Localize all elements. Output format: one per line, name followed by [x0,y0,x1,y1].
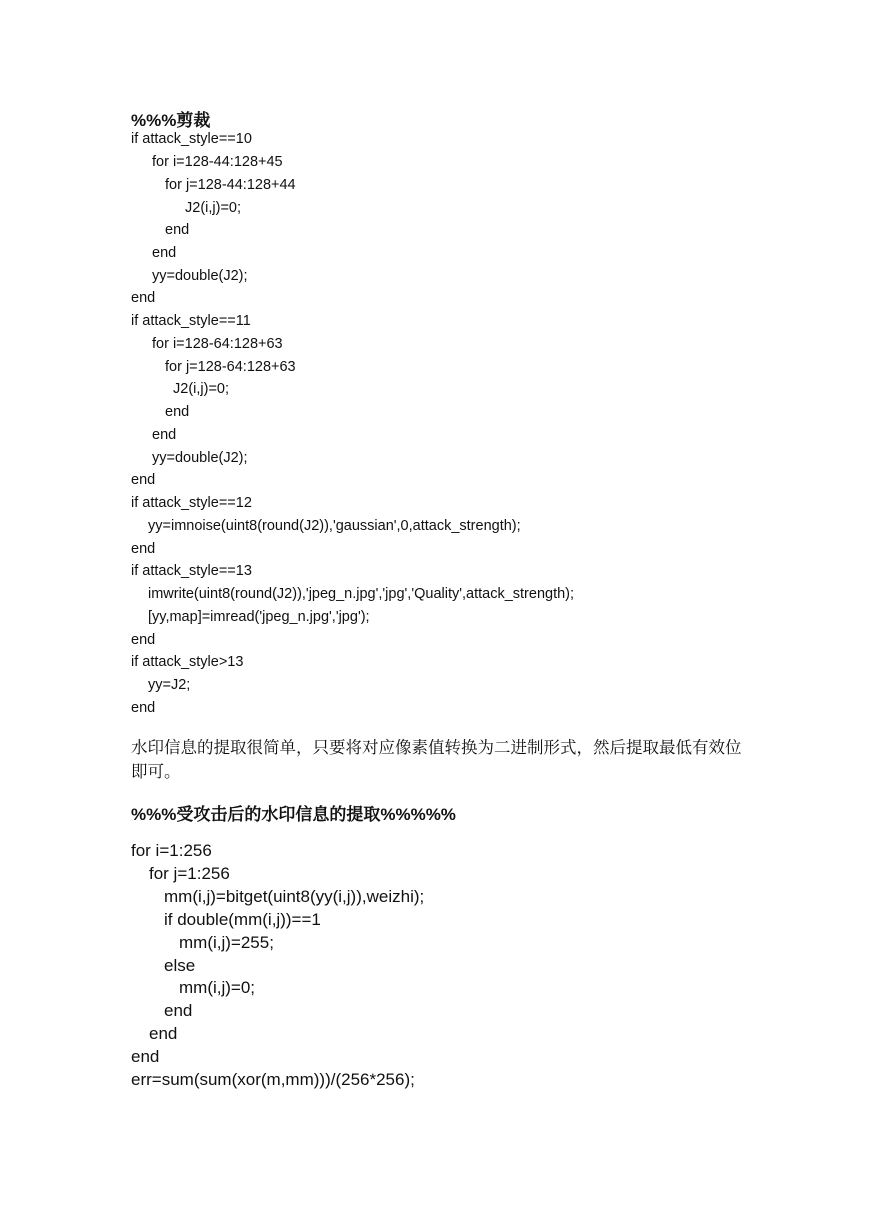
code-line: for j=128-44:128+44 [165,177,296,193]
code-line: if attack_style==12 [131,495,252,511]
code-line: end [131,632,156,648]
code-line: if attack_style>13 [131,654,244,670]
code-line: if double(mm(i,j))==1 [164,910,321,929]
code-line: if attack_style==10 [131,131,252,147]
code-line: end [131,290,156,306]
code-line: J2(i,j)=0; [173,381,230,397]
code-line: for i=128-64:128+63 [152,336,283,352]
code-line: end [131,472,156,488]
code-line: yy=double(J2); [152,450,248,466]
code-line: yy=imnoise(uint8(round(J2)),'gaussian',0,attack_strength); [148,518,521,534]
code-line: if attack_style==11 [131,313,251,329]
code-line: end [149,1024,178,1043]
code-line: for i=128-44:128+45 [152,154,283,170]
code-line: if attack_style==13 [131,563,252,579]
code-line: mm(i,j)=0; [179,978,256,997]
code-line: imwrite(uint8(round(J2)),'jpeg_n.jpg','jpg','Quality',attack_strength); [148,586,575,602]
code-line: end [152,427,177,443]
code-line: err=sum(sum(xor(m,mm)))/(256*256); [131,1070,415,1089]
code-line: else [164,956,196,975]
code-line: J2(i,j)=0; [185,200,242,216]
code-line: end [131,700,156,716]
code-line: end [165,222,190,238]
code-line: for j=1:256 [149,864,230,883]
code-line: end [131,1047,160,1066]
code-line: end [164,1001,193,1020]
code-line: [yy,map]=imread('jpeg_n.jpg','jpg'); [148,609,370,625]
code-line: end [165,404,190,420]
code-line: end [131,541,156,557]
body-paragraph: 水印信息的提取很简单，只要将对应像素值转换为二进制形式，然后提取最低有效位即可。 [131,738,742,781]
section-heading-crop: %%%剪裁 [131,111,211,130]
code-line: for j=128-64:128+63 [165,359,296,375]
code-line: yy=J2; [148,677,191,693]
code-line: mm(i,j)=bitget(uint8(yy(i,j)),weizhi); [164,887,425,906]
code-line: end [152,245,177,261]
section-heading-extraction: %%%受攻击后的水印信息的提取%%%%% [131,805,456,824]
code-line: yy=double(J2); [152,268,248,284]
code-line: for i=1:256 [131,841,212,860]
code-line: mm(i,j)=255; [179,933,274,952]
